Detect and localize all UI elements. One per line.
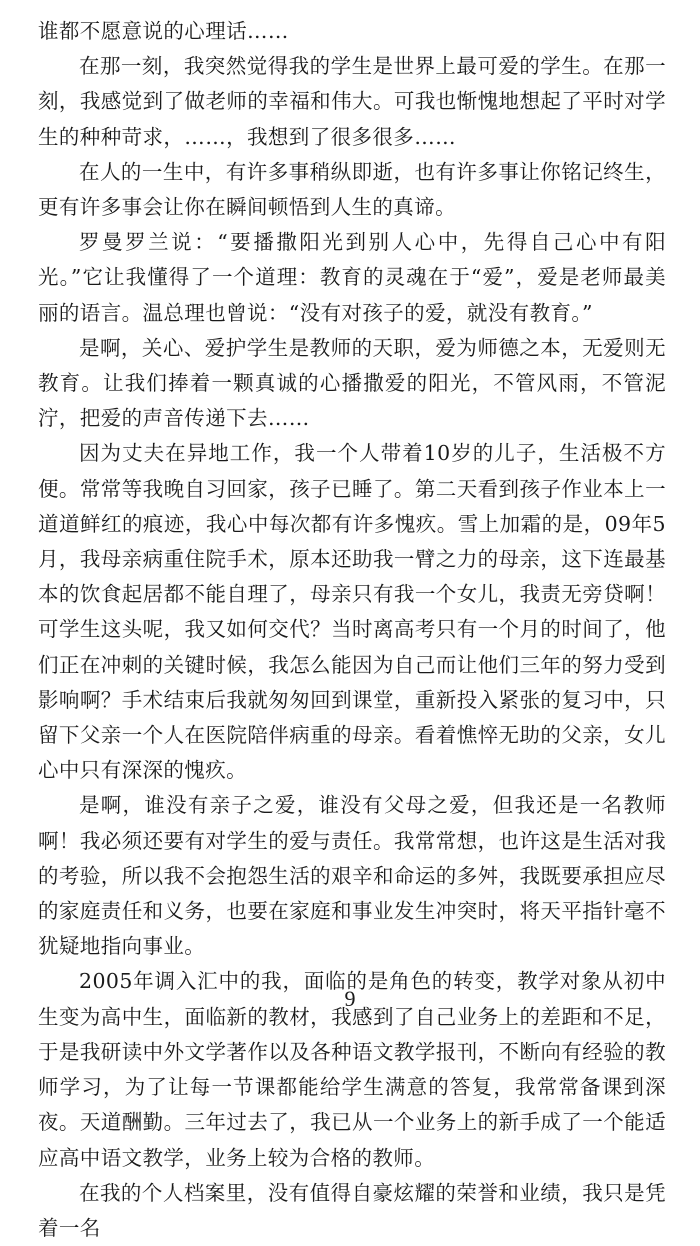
paragraph: 因为丈夫在异地工作，我一个人带着10岁的儿子，生活极不方便。常常等我晚自习回家，孩子已睡了。第二天看到孩子作业本上一道道鲜红的痕迹，我心中每次都有许多愧疚。雪上加霜的是，09年5月，我母亲病重住院手术，原本还助我一臂之力的母亲，这下连最基本的饮食起居都不能自理了，母亲只有我一个女儿，我责无旁贷啊！可学生这头呢，我又如何交代？当时离高考只有一个月的时间了，他们正在冲刺的关键时候，我怎么能因为自己而让他们三年的努力受到影响啊？手术结束后我就匆匆回到课堂，重新投入紧张的复习中，只留下父亲一个人在医院陪伴病重的母亲。看着憔悴无助的父亲，女儿心中只有深深的愧疚。: [38, 441, 666, 783]
paragraph: 2005年调入汇中的我，面临的是角色的转变，教学对象从初中生变为高中生，面临新的教材，我感到了自己业务上的差距和不足，于是我研读中外文学著作以及各种语文教学报刊，不断向有经验的教师学习，为了让每一节课都能给学生满意的答复，我常常备课到深夜。天道酬勤。三年过去了，我已从一个业务上的新手成了一个能适应高中语文教学，业务上较为合格的教师。: [38, 969, 666, 1170]
paragraph: 是啊，谁没有亲子之爱，谁没有父母之爱，但我还是一名教师啊！我必须还要有对学生的爱与责任。我常常想，也许这是生活对我的考验，所以我不会抱怨生活的艰辛和命运的多舛，我既要承担应尽的家庭责任和义务，也要在家庭和事业发生冲突时，将天平指针毫不犹疑地指向事业。: [38, 793, 666, 959]
document-body: [38, 14, 666, 1246]
paragraph: 在人的一生中，有许多事稍纵即逝，也有许多事让你铭记终生，更有许多事会让你在瞬间顿悟到人生的真谛。: [38, 159, 666, 220]
paragraph: 在我的个人档案里，没有值得自豪炫耀的荣誉和业绩，我只是凭着一名: [38, 1180, 666, 1240]
page-number: 9: [344, 986, 356, 1011]
paragraph: 在那一刻，我突然觉得我的学生是世界上最可爱的学生。在那一刻，我感觉到了做老师的幸福和伟大。可我也惭愧地想起了平时对学生的种种苛求，……，我想到了很多很多……: [38, 54, 666, 149]
paragraph: 谁都不愿意说的心理话……: [38, 19, 289, 43]
paragraph: 罗曼罗兰说：“要播撒阳光到别人心中，先得自己心中有阳光。”它让我懂得了一个道理：教育的灵魂在于“爱”，爱是老师最美丽的语言。温总理也曾说：“没有对孩子的爱，就没有教育。”: [38, 230, 666, 325]
paragraph: 是啊，关心、爱护学生是教师的天职，爱为师德之本，无爱则无教育。让我们捧着一颗真诚的心播撒爱的阳光，不管风雨，不管泥泞，把爱的声音传递下去……: [38, 335, 666, 431]
